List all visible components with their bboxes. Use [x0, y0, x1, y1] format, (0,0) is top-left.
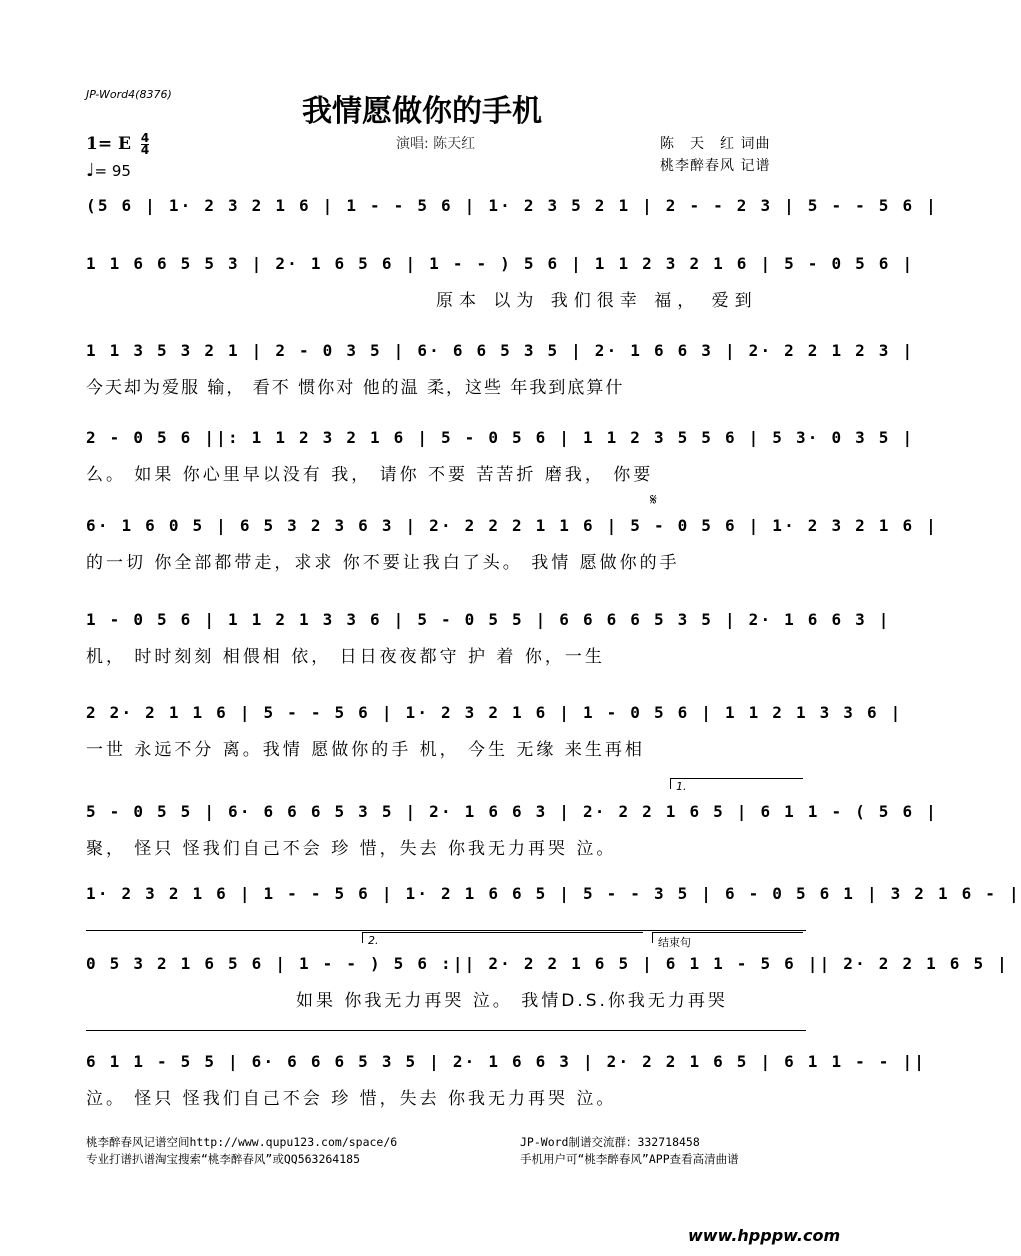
watermark-url: www.hpppw.com: [688, 1226, 841, 1245]
score-system-4-notes: 2 - 0 5 6 ||: 1 1 2 3 2 1 6 | 5 - 0 5 6 | 1 1 2 3 5 5 6 | 5 3· 0 3 5 |: [86, 428, 915, 447]
score-system-8-lyrics: 聚， 怪只 怪我们自己不会 珍 惜，失去 你我无力再哭 泣。: [86, 839, 617, 859]
score-system-4-lyrics: 么。 如果 你心里早以没有 我， 请你 不要 苦苦折 磨我， 你要: [86, 465, 654, 485]
ending-2-bracket: [362, 932, 643, 943]
score-system-2-lyrics: 原本 以为 我们很幸 福， 爱到: [436, 291, 758, 311]
transcriber-credit: 桃李醉春风 记谱: [660, 158, 771, 174]
score-system-1-notes: (5 6 | 1· 2 3 2 1 6 | 1 - - 5 6 | 1· 2 3 5 2 1 | 2 - - 2 3 | 5 - - 5 6 |: [86, 196, 938, 215]
segno-icon: 𝄋: [650, 490, 657, 509]
footer-left-line-1: 桃李醉春风记谱空间http://www.qupu123.com/space/6: [86, 1135, 398, 1149]
composer-credit: 陈 天 红 词曲: [660, 136, 771, 152]
ending-2-label: 2.: [368, 934, 379, 947]
time-top: 4: [140, 131, 150, 145]
score-system-10-lyrics: 如果 你我无力再哭 泣。 我情D.S.你我无力再哭: [296, 991, 728, 1011]
score-system-3-lyrics: 今天却为爱服 输， 看不 惯你对 他的温 柔，这些 年我到底算什: [86, 378, 625, 398]
ending-1-bracket: [670, 778, 803, 789]
score-system-7-notes: 2 2· 2 1 1 6 | 5 - - 5 6 | 1· 2 3 2 1 6 | 1 - 0 5 6 | 1 1 2 1 3 3 6 |: [86, 703, 903, 722]
score-system-8-notes: 5 - 0 5 5 | 6· 6 6 6 5 3 5 | 2· 1 6 6 3 | 2· 2 2 1 6 5 | 6 1 1 - ( 5 6 |: [86, 802, 938, 821]
software-tag: JP-Word4(8376): [86, 88, 172, 101]
footer-right-line-2: 手机用户可“桃李醉春风”APP查看高清曲谱: [520, 1152, 739, 1166]
singer-credit: 演唱: 陈天红: [396, 136, 476, 152]
score-system-7-lyrics: 一世 永远不分 离。我情 愿做你的手 机， 今生 无缘 来生再相: [86, 740, 645, 760]
score-system-2-notes: 1 1 6 6 5 5 3 | 2· 1 6 5 6 | 1 - - ) 5 6 | 1 1 2 3 2 1 6 | 5 - 0 5 6 |: [86, 254, 915, 273]
footer-right-line-1: JP-Word制谱交流群：332718458: [520, 1135, 700, 1149]
tempo-value: = 95: [94, 162, 131, 180]
score-system-9-notes: 1· 2 3 2 1 6 | 1 - - 5 6 | 1· 2 1 6 6 5 | 5 - - 3 5 | 6 - 0 5 6 1 | 3 2 1 6 - |: [86, 884, 1021, 903]
time-bottom: 4: [140, 143, 150, 157]
system-top-rule-2: [86, 1030, 806, 1031]
score-system-6-notes: 1 - 0 5 6 | 1 1 2 1 3 3 6 | 5 - 0 5 5 | 6 6 6 6 5 3 5 | 2· 1 6 6 3 |: [86, 610, 891, 629]
footer-left-line-2: 专业打谱扒谱淘宝搜索“桃李醉春风”或QQ563264185: [86, 1152, 361, 1166]
score-system-10-notes: 0 5 3 2 1 6 5 6 | 1 - - ) 5 6 :|| 2· 2 2 1 6 5 | 6 1 1 - 5 6 || 2· 2 2 1 6 5 |: [86, 954, 1009, 973]
score-system-5-lyrics: 的一切 你全部都带走，求求 你不要让我白了头。 我情 愿做你的手: [86, 553, 680, 573]
score-system-11-notes: 6 1 1 - 5 5 | 6· 6 6 6 5 3 5 | 2· 1 6 6 3 | 2· 2 2 1 6 5 | 6 1 1 - - ||: [86, 1052, 927, 1071]
quarter-note-icon: ♩: [86, 160, 95, 181]
time-signature: [141, 133, 149, 156]
tempo: [86, 160, 131, 181]
score-system-11-lyrics: 泣。 怪只 怪我们自己不会 珍 惜，失去 你我无力再哭 泣。: [86, 1089, 617, 1109]
system-top-rule: [86, 930, 806, 931]
ending-1-label: 1.: [676, 780, 687, 793]
score-system-5-notes: 6· 1 6 0 5 | 6 5 3 2 3 6 3 | 2· 2 2 2 1 1 6 | 5 - 0 5 6 | 1· 2 3 2 1 6 |: [86, 516, 938, 535]
coda-label: 结束句: [658, 936, 691, 949]
score-system-3-notes: 1 1 3 5 3 2 1 | 2 - 0 3 5 | 6· 6 6 5 3 5 | 2· 1 6 6 3 | 2· 2 2 1 2 3 |: [86, 341, 915, 360]
score-system-6-lyrics: 机， 时时刻刻 相偎相 依， 日日夜夜都守 护 着 你，一生: [86, 647, 605, 667]
key-signature: [86, 133, 149, 156]
song-title: 我情愿做你的手机: [302, 94, 542, 129]
key-label: 1= E: [86, 134, 131, 154]
